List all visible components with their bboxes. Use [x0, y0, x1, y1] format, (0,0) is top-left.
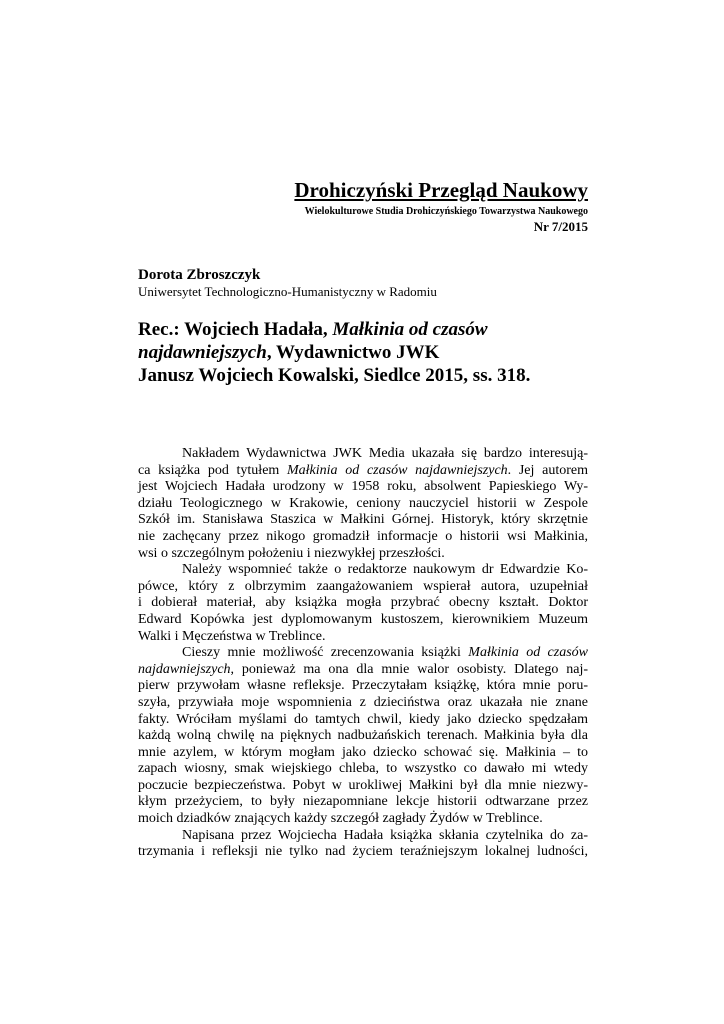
article-body — [138, 446, 588, 861]
text-line — [138, 463, 588, 480]
text-line: szyła, przywiała moje wspomnienia z dzieciństwa oraz ukazała nie znane — [138, 694, 588, 710]
review-title-line-1 — [138, 318, 530, 341]
author-affiliation: Uniwersytet Technologiczno-Humanistyczny w Radomiu — [138, 284, 437, 299]
text-line: Edward Kopówka jest dyplomowanym kustoszem, kierownikiem Muzeum — [138, 611, 588, 627]
author-name: Dorota Zbroszczyk — [138, 267, 261, 283]
review-title-book-italic-1: Małkinia od czasów — [332, 319, 488, 340]
text-line: działu Teologicznego w Krakowie, ceniony nauczyciel historii w Zespole — [138, 495, 588, 511]
text-line: mnie azylem, w którym mogłam jako dziecko schować się. Małkinia – to — [138, 744, 588, 760]
paragraph-4 — [138, 828, 588, 861]
journal-subtitle: Wielokulturowe Studia Drohiczyńskiego Towarzystwa Naukowego — [304, 206, 588, 217]
text-line: trzymania i refleksji nie tylko nad życiem teraźniejszym lokalnej ludności, — [138, 844, 588, 860]
text-line: moich dziadków znających każdy szczegół zagłady Żydów w Treblince. — [138, 811, 543, 827]
text-line — [138, 645, 588, 662]
text-line: Walki i Męczeństwa w Treblince. — [138, 628, 326, 644]
review-title-book-italic-2: najdawniejszych — [138, 342, 267, 363]
text-line: Należy wspomnieć także o redaktorze naukowym dr Edwardzie Ko- — [182, 562, 588, 578]
text-line: fakty. Wróciłam myślami do tamtych chwil, kiedy jako dziecko spędzałam — [138, 711, 588, 727]
text-line: pówce, który z olbrzymim zaangażowaniem wspierał autora, uzupełniał — [138, 578, 588, 594]
text-fragment: . Jej autorem — [507, 462, 588, 478]
text-line: poczucie bezpieczeństwa. Pobyt w urokliwej Małkini był dla mnie niezwy- — [138, 777, 588, 793]
journal-header — [138, 178, 588, 234]
text-line: Napisana przez Wojciecha Hadała książka skłania czytelnika do za- — [182, 827, 588, 843]
book-title-italic: najdawniejszych — [138, 661, 231, 677]
text-line: Nakładem Wydawnictwa JWK Media ukazała się bardzo interesują- — [182, 446, 588, 461]
text-fragment: Cieszy mnie możliwość zrecenzowania książki — [182, 645, 469, 661]
paragraph-2 — [138, 562, 588, 645]
review-title — [138, 318, 530, 387]
review-title-publisher: , Wydawnictwo JWK — [266, 342, 440, 363]
journal-issue-number: Nr 7/2015 — [533, 219, 588, 234]
text-line: kłym przeżyciem, to były niezapomniane lekcje historii odtwarzane przez — [138, 794, 588, 810]
text-line: i dobierał materiał, aby książka mogła przybrać obecny kształt. Doktor — [138, 595, 588, 611]
text-line: jest Wojciech Hadała urodzony w 1958 roku, absolwent Papieskiego Wy- — [138, 479, 588, 495]
review-title-line-2 — [138, 341, 530, 364]
text-line — [138, 662, 588, 679]
author-block — [138, 266, 437, 300]
journal-title: Drohiczyński Przegląd Naukowy — [294, 178, 588, 202]
text-line: pierw przywołam własne refleksje. Przeczytałam książkę, która mnie poru- — [138, 678, 588, 694]
book-title-italic: Małkinia od czasów najdawniejszych — [287, 462, 508, 478]
text-line: zapach wiosny, smak wiejskiego chleba, to wszystko co dawało mi wtedy — [138, 761, 588, 777]
text-fragment: ca książka pod tytułem — [138, 462, 287, 478]
text-line: wsi o szczególnym położeniu i niezwykłej przeszłości. — [138, 545, 445, 561]
text-line: Szkół im. Stanisława Staszica w Małkini Górnej. Historyk, który skrzętnie — [138, 512, 588, 528]
paragraph-1 — [138, 446, 588, 562]
text-fragment: , ponieważ ma ona dla mnie walor osobisty. Dlatego naj- — [230, 661, 588, 677]
book-title-italic: Małkinia od czasów — [468, 645, 588, 661]
review-title-prefix: Rec.: Wojciech Hadała, — [138, 319, 333, 340]
text-line: nie zachęcany przez nikogo gromadził informacje o historii wsi Małkinia, — [138, 528, 588, 544]
text-line: każdą wolną chwilę na pięknych nadbużańskich terenach. Małkinia była dla — [138, 728, 588, 744]
paragraph-3 — [138, 645, 588, 828]
review-title-line-3: Janusz Wojciech Kowalski, Siedlce 2015, ss. 318. — [138, 365, 531, 386]
